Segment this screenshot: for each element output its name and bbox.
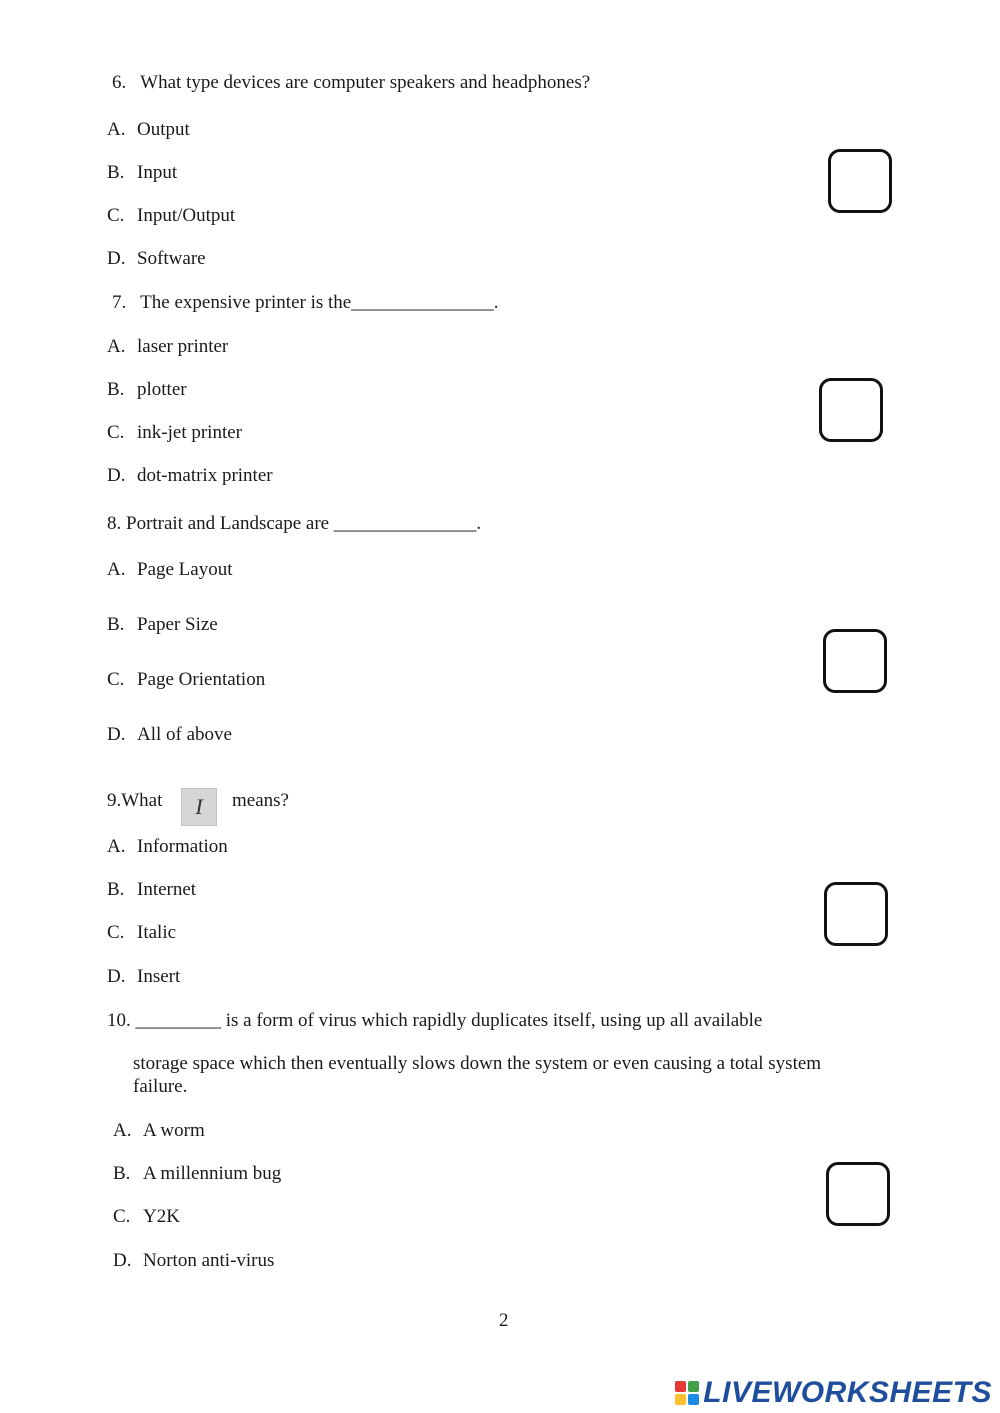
- option: A. Information: [107, 836, 228, 857]
- question-9-stem: 9.What: [107, 790, 163, 811]
- option: D. Norton anti-virus: [113, 1250, 275, 1271]
- question-10-stem: 10. _________ is a form of virus which rapidly duplicates itself, using up all available: [107, 1010, 763, 1031]
- option: A. laser printer: [107, 336, 229, 357]
- answer-box-q6[interactable]: [828, 149, 892, 213]
- option: B. plotter: [107, 379, 187, 400]
- option: B. Internet: [107, 879, 197, 900]
- question-6-stem: 6. What type devices are computer speakers and headphones?: [112, 72, 591, 93]
- option: C. Italic: [107, 922, 177, 943]
- answer-box-q10[interactable]: [826, 1162, 890, 1226]
- question-10-stem-line3: failure.: [133, 1076, 188, 1097]
- question-7-stem: 7. The expensive printer is the_______________.: [112, 292, 499, 313]
- liveworksheets-logo[interactable]: [675, 1378, 992, 1408]
- option: B. Input: [107, 162, 178, 183]
- logo-text: LIVEWORKSHEETS: [703, 1376, 992, 1409]
- question-9-stem-suffix: means?: [232, 790, 289, 811]
- italic-icon: I: [181, 788, 217, 826]
- question-8-stem: 8. Portrait and Landscape are _______________.: [107, 513, 482, 534]
- option: D. Software: [107, 248, 206, 269]
- option: B. A millennium bug: [113, 1163, 282, 1184]
- option: D. Insert: [107, 966, 181, 987]
- blank: _______________: [351, 292, 494, 313]
- logo-mark-icon: [675, 1381, 699, 1405]
- option: D. All of above: [107, 724, 232, 745]
- option: B. Paper Size: [107, 614, 218, 635]
- answer-box-q7[interactable]: [819, 378, 883, 442]
- page-number: 2: [499, 1310, 509, 1331]
- question-10-stem-line2: storage space which then eventually slows down the system or even causing a total system: [133, 1053, 822, 1074]
- option: C. Y2K: [113, 1206, 180, 1227]
- option: D. dot-matrix printer: [107, 465, 273, 486]
- blank: _______________: [333, 513, 477, 534]
- option: A. Page Layout: [107, 559, 233, 580]
- option: A. Output: [107, 119, 190, 140]
- option: C. Input/Output: [107, 205, 236, 226]
- blank: _________: [135, 1010, 221, 1031]
- answer-box-q8[interactable]: [823, 629, 887, 693]
- option: C. ink-jet printer: [107, 422, 242, 443]
- option: C. Page Orientation: [107, 669, 266, 690]
- answer-box-q9[interactable]: [824, 882, 888, 946]
- option: A. A worm: [113, 1120, 205, 1141]
